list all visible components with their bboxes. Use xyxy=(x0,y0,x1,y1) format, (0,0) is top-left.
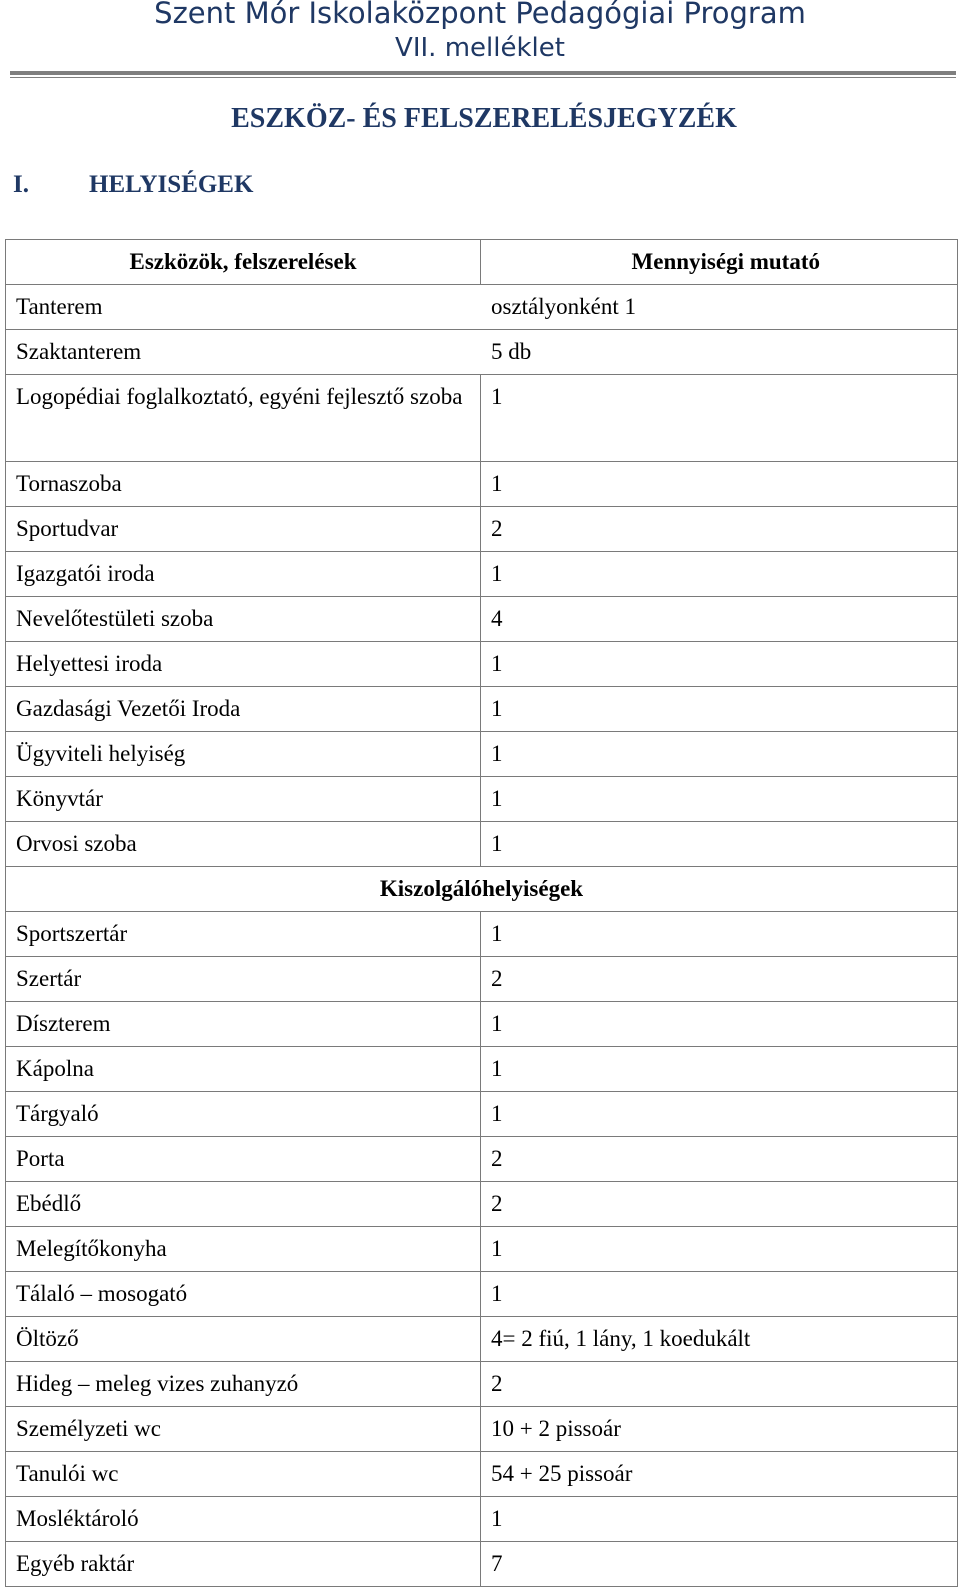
room-name: Kápolna xyxy=(6,1047,481,1092)
room-name: Szaktanterem xyxy=(6,330,481,375)
column-header-items: Eszközök, felszerelések xyxy=(6,240,481,285)
room-name: Nevelőtestületi szoba xyxy=(6,597,481,642)
room-quantity: 2 xyxy=(481,1137,958,1182)
room-quantity: 1 xyxy=(481,1092,958,1137)
table-row xyxy=(6,1137,958,1182)
room-name: Hideg – meleg vizes zuhanyzó xyxy=(6,1362,481,1407)
room-quantity: 1 xyxy=(481,732,958,777)
room-quantity: 5 db xyxy=(481,330,958,375)
table-row xyxy=(6,285,958,330)
room-name: Orvosi szoba xyxy=(6,822,481,867)
section-title: HELYISÉGEK xyxy=(89,171,254,198)
room-name: Gazdasági Vezetői Iroda xyxy=(6,687,481,732)
table-row xyxy=(6,462,958,507)
section-number: I. xyxy=(13,171,29,198)
section-heading xyxy=(13,171,253,199)
room-name: Tanterem xyxy=(6,285,481,330)
table-row xyxy=(6,597,958,642)
table-row xyxy=(6,1182,958,1227)
room-name: Mosléktároló xyxy=(6,1497,481,1542)
table-row xyxy=(6,1407,958,1452)
table-row xyxy=(6,732,958,777)
table-row xyxy=(6,1002,958,1047)
room-quantity: 1 xyxy=(481,912,958,957)
table-row xyxy=(6,1542,958,1587)
table-row xyxy=(6,1452,958,1497)
room-quantity: 1 xyxy=(481,1227,958,1272)
room-name: Logopédiai foglalkoztató, egyéni fejlesztő szoba xyxy=(6,375,481,462)
room-quantity: 4 xyxy=(481,597,958,642)
equipment-table xyxy=(5,239,958,1587)
room-name: Ügyviteli helyiség xyxy=(6,732,481,777)
header-divider-thin xyxy=(10,77,956,78)
room-quantity: 2 xyxy=(481,507,958,552)
room-name: Díszterem xyxy=(6,1002,481,1047)
header-divider xyxy=(10,71,956,75)
room-quantity: 1 xyxy=(481,462,958,507)
table-row xyxy=(6,1227,958,1272)
room-quantity: 1 xyxy=(481,1002,958,1047)
room-name: Tárgyaló xyxy=(6,1092,481,1137)
table-row xyxy=(6,777,958,822)
table-row xyxy=(6,1317,958,1362)
room-quantity: 1 xyxy=(481,687,958,732)
room-name: Tálaló – mosogató xyxy=(6,1272,481,1317)
room-name: Ebédlő xyxy=(6,1182,481,1227)
table-row xyxy=(6,687,958,732)
room-quantity: 1 xyxy=(481,777,958,822)
table-row xyxy=(6,507,958,552)
room-name: Tanulói wc xyxy=(6,1452,481,1497)
table-row xyxy=(6,1362,958,1407)
room-quantity: 2 xyxy=(481,957,958,1002)
table-row xyxy=(6,957,958,1002)
table-row xyxy=(6,1047,958,1092)
table-header-row xyxy=(6,240,958,285)
room-name: Sportudvar xyxy=(6,507,481,552)
room-quantity: 1 xyxy=(481,822,958,867)
table-row xyxy=(6,1497,958,1542)
room-name: Melegítőkonyha xyxy=(6,1227,481,1272)
header-appendix: VII. melléklet xyxy=(395,33,565,63)
room-quantity: 54 + 25 pissoár xyxy=(481,1452,958,1497)
table-row xyxy=(6,822,958,867)
table-row xyxy=(6,375,958,462)
table-row xyxy=(6,642,958,687)
room-name: Szertár xyxy=(6,957,481,1002)
room-name: Egyéb raktár xyxy=(6,1542,481,1587)
subheader-service-rooms: Kiszolgálóhelyiségek xyxy=(6,867,958,912)
table-row xyxy=(6,1092,958,1137)
header-school-name: Szent Mór Iskolaközpont Pedagógiai Program xyxy=(154,0,806,30)
table-row xyxy=(6,912,958,957)
room-name: Sportszertár xyxy=(6,912,481,957)
room-quantity: 1 xyxy=(481,375,958,462)
room-name: Igazgatói iroda xyxy=(6,552,481,597)
room-name: Helyettesi iroda xyxy=(6,642,481,687)
document-title: ESZKÖZ- ÉS FELSZERELÉSJEGYZÉK xyxy=(231,103,737,134)
table-row xyxy=(6,1272,958,1317)
table-subheader-row xyxy=(6,867,958,912)
room-quantity: 1 xyxy=(481,642,958,687)
room-quantity: osztályonként 1 xyxy=(481,285,958,330)
table-row xyxy=(6,330,958,375)
room-quantity: 1 xyxy=(481,1047,958,1092)
room-quantity: 1 xyxy=(481,1497,958,1542)
room-quantity: 4= 2 fiú, 1 lány, 1 koedukált xyxy=(481,1317,958,1362)
room-quantity: 7 xyxy=(481,1542,958,1587)
room-name: Tornaszoba xyxy=(6,462,481,507)
room-quantity: 2 xyxy=(481,1362,958,1407)
room-name: Könyvtár xyxy=(6,777,481,822)
room-name: Személyzeti wc xyxy=(6,1407,481,1452)
column-header-quantity: Mennyiségi mutató xyxy=(481,240,958,285)
room-quantity: 2 xyxy=(481,1182,958,1227)
room-quantity: 1 xyxy=(481,1272,958,1317)
room-name: Öltöző xyxy=(6,1317,481,1362)
table-row xyxy=(6,552,958,597)
room-quantity: 10 + 2 pissoár xyxy=(481,1407,958,1452)
room-name: Porta xyxy=(6,1137,481,1182)
room-quantity: 1 xyxy=(481,552,958,597)
